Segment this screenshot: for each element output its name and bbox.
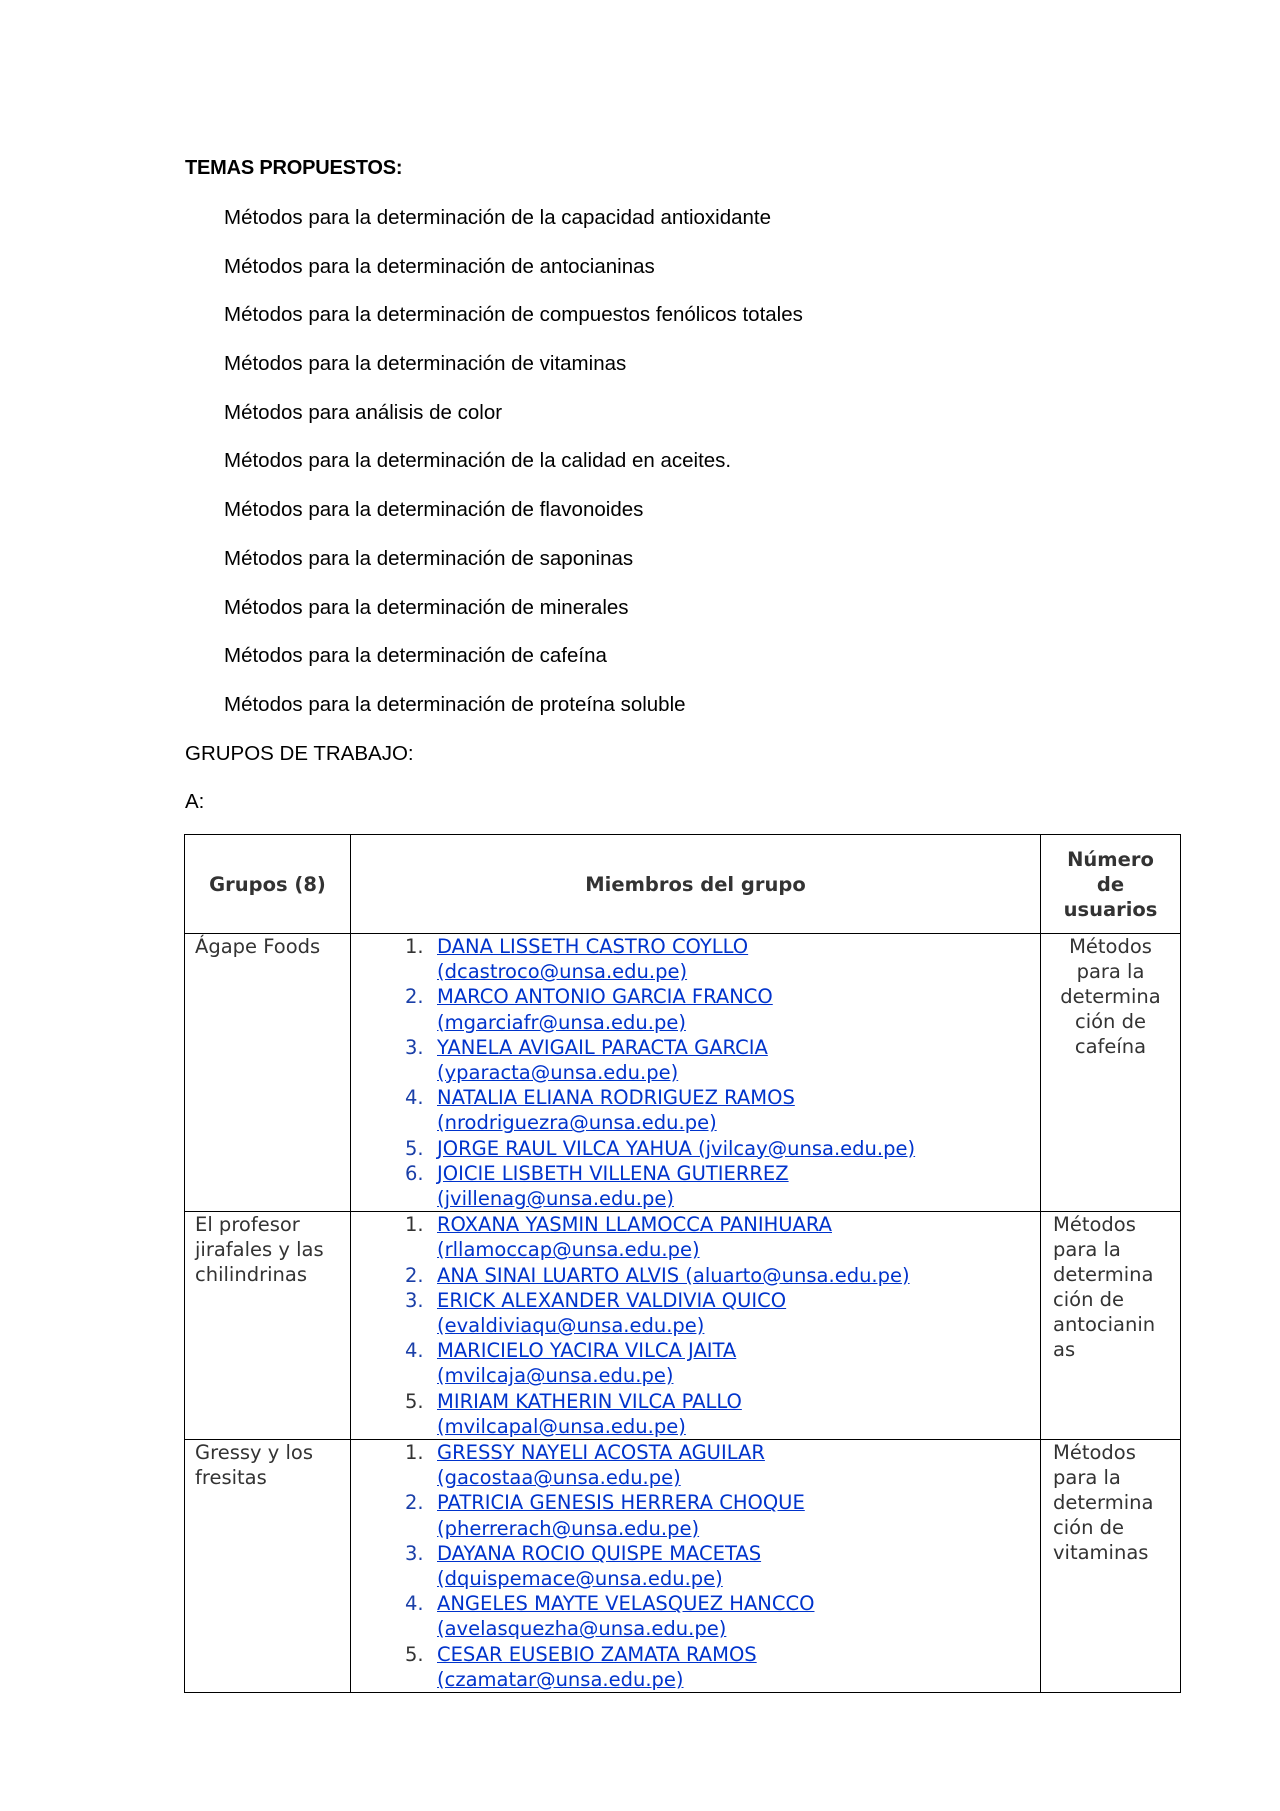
topic-item: Métodos para la determinación de proteína soluble (224, 692, 686, 716)
method-cell: Métodos para la determina ción de antocianin as (1041, 1212, 1181, 1440)
member-link[interactable]: JORGE RAUL VILCA YAHUA (jvilcay@unsa.edu.pe) (437, 1136, 916, 1160)
topic-item: Métodos para la determinación de antocianinas (224, 254, 655, 278)
group-name: Ágape Foods (185, 934, 351, 1212)
topic-item: Métodos para análisis de color (224, 400, 503, 424)
member-number: 3. (405, 1035, 424, 1059)
member-item (407, 1136, 1040, 1161)
topic-item: Métodos para la determinación de saponinas (224, 546, 634, 570)
member-cell (351, 1212, 1041, 1440)
member-list (351, 934, 1040, 1211)
member-cell (351, 1440, 1041, 1693)
section-label: A: (185, 790, 205, 813)
topics-heading: TEMAS PROPUESTOS: (185, 157, 403, 179)
member-list (351, 1440, 1040, 1692)
member-item (407, 1212, 1040, 1262)
member-item (407, 984, 1040, 1034)
member-item (407, 1263, 1040, 1288)
member-number: 2. (405, 985, 424, 1009)
member-number: 5. (405, 1136, 424, 1160)
method-cell: Métodos para la determina ción de cafeína (1041, 934, 1181, 1212)
member-item (407, 1085, 1040, 1135)
member-item (407, 1161, 1040, 1211)
header-members: Miembros del grupo (351, 835, 1041, 934)
header-users-line: de (1096, 872, 1125, 896)
member-item (407, 1440, 1040, 1490)
member-number: 2. (405, 1263, 424, 1287)
group-name: Gressy y los fresitas (185, 1440, 351, 1693)
member-number: 6. (405, 1161, 424, 1185)
header-users-line: Número (1067, 847, 1154, 871)
member-link[interactable]: ANGELES MAYTE VELASQUEZ HANCCO (avelasquezha@unsa.edu.pe) (437, 1592, 815, 1641)
member-link[interactable]: YANELA AVIGAIL PARACTA GARCIA (yparacta@unsa.edu.pe) (437, 1035, 768, 1085)
topic-item: Métodos para la determinación de minerales (224, 595, 629, 619)
member-link[interactable]: NATALIA ELIANA RODRIGUEZ RAMOS (nrodriguezra@unsa.edu.pe) (437, 1086, 795, 1135)
topics-list (224, 206, 803, 742)
member-number: 5. (405, 1642, 424, 1666)
table-row (185, 1440, 1181, 1693)
member-link[interactable]: PATRICIA GENESIS HERRERA CHOQUE (pherrerach@unsa.edu.pe) (437, 1491, 805, 1540)
member-cell (351, 934, 1041, 1212)
topic-item: Métodos para la determinación de flavonoides (224, 498, 644, 522)
method-cell: Métodos para la determina ción de vitaminas (1041, 1440, 1181, 1693)
member-item (407, 1338, 1040, 1388)
member-link[interactable]: MARCO ANTONIO GARCIA FRANCO (mgarciafr@unsa.edu.pe) (437, 985, 773, 1034)
member-link[interactable]: ROXANA YASMIN LLAMOCCA PANIHUARA (rllamoccap@unsa.edu.pe) (437, 1213, 832, 1262)
member-item (407, 1035, 1040, 1085)
member-link[interactable]: MIRIAM KATHERIN VILCA PALLO (mvilcapal@unsa.edu.pe) (437, 1389, 742, 1438)
member-link[interactable]: ANA SINAI LUARTO ALVIS (aluarto@unsa.edu.pe) (437, 1263, 910, 1287)
member-number: 4. (405, 1592, 424, 1616)
topic-item: Métodos para la determinación de cafeína (224, 644, 607, 668)
member-link[interactable]: DANA LISSETH CASTRO COYLLO (dcastroco@unsa.edu.pe) (437, 935, 749, 984)
topic-item: Métodos para la determinación de compuestos fenólicos totales (224, 303, 803, 327)
table-row (185, 934, 1181, 1212)
member-item (407, 1288, 1040, 1338)
member-item (407, 1490, 1040, 1540)
member-item (407, 1541, 1040, 1591)
member-item (407, 934, 1040, 984)
group-name: El profesor jirafales y las chilindrinas (185, 1212, 351, 1440)
groups-heading: GRUPOS DE TRABAJO: (185, 742, 414, 765)
member-number: 4. (405, 1086, 424, 1110)
groups-table (184, 834, 1181, 1693)
member-link[interactable]: CESAR EUSEBIO ZAMATA RAMOS (czamatar@unsa.edu.pe) (437, 1642, 757, 1691)
member-number: 3. (405, 1288, 424, 1312)
member-list (351, 1212, 1040, 1439)
header-users-line: usuarios (1063, 897, 1158, 921)
topic-item: Métodos para la determinación de vitaminas (224, 352, 627, 376)
member-item (407, 1389, 1040, 1439)
member-number: 4. (405, 1339, 424, 1363)
member-number: 2. (405, 1491, 424, 1515)
topic-item: Métodos para la determinación de la calidad en aceites. (224, 449, 732, 473)
member-link[interactable]: MARICIELO YACIRA VILCA JAITA (mvilcaja@unsa.edu.pe) (437, 1339, 737, 1388)
member-item (407, 1591, 1040, 1641)
header-groups: Grupos (8) (185, 835, 351, 934)
member-number: 5. (405, 1389, 424, 1413)
member-link[interactable]: ERICK ALEXANDER VALDIVIA QUICO (evaldiviaqu@unsa.edu.pe) (437, 1288, 787, 1338)
member-number: 1. (405, 935, 424, 958)
member-link[interactable]: JOICIE LISBETH VILLENA GUTIERREZ (jvillenag@unsa.edu.pe) (437, 1161, 789, 1211)
topic-item: Métodos para la determinación de la capacidad antioxidante (224, 206, 772, 229)
member-number: 1. (405, 1441, 424, 1465)
member-number: 3. (405, 1541, 424, 1565)
member-item (407, 1642, 1040, 1692)
member-number: 1. (405, 1213, 424, 1237)
header-users (1041, 835, 1181, 934)
table-row (185, 1212, 1181, 1440)
table-header-row (185, 835, 1181, 934)
member-link[interactable]: GRESSY NAYELI ACOSTA AGUILAR (gacostaa@unsa.edu.pe) (437, 1441, 765, 1490)
member-link[interactable]: DAYANA ROCIO QUISPE MACETAS (dquispemace@unsa.edu.pe) (437, 1541, 762, 1591)
